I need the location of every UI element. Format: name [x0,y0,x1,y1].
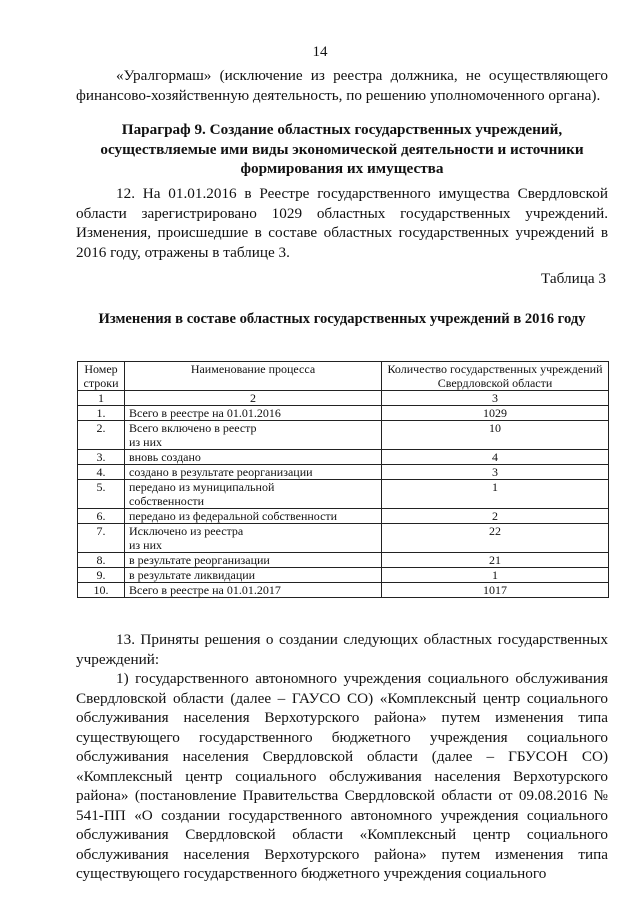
process-name-subtext: собственности [129,494,205,508]
process-name-subtext: из них [129,538,163,552]
table-row [78,568,609,583]
header-count: Количество государственных учреждений Свердловской области [382,362,609,391]
section-heading: Параграф 9. Создание областных государственных учреждений, осуществляемые ими виды экономической деятельности и источники формирования их имущества [100,121,584,177]
process-name [125,568,382,583]
process-name-text: передано из муниципальной [129,480,275,494]
table-label: Таблица 3 [541,270,606,287]
process-name-text: Всего в реестре на 01.01.2017 [129,583,281,597]
table-row [78,553,609,568]
row-number: 2. [78,421,125,450]
process-name-text: передано из федеральной собственности [129,509,338,523]
count-value: 1029 [382,406,609,421]
table-header-row [78,362,609,391]
process-name [125,421,382,450]
table-row [78,406,609,421]
row-number: 1. [78,406,125,421]
table-row [78,524,609,553]
table-row [78,450,609,465]
process-name [125,480,382,509]
row-number: 3. [78,450,125,465]
index-cell: 2 [125,391,382,406]
header-row-number: Номер строки [78,362,125,391]
table-row [78,480,609,509]
table-row [78,465,609,480]
count-value: 3 [382,465,609,480]
row-number: 6. [78,509,125,524]
count-value: 10 [382,421,609,450]
table-index-row [78,391,609,406]
table-body [78,406,609,598]
paragraph-12: 12. На 01.01.2016 в Реестре государственного имущества Свердловской области зарегистрировано 1029 областных государственных учреждений. Изменения, происшедшие в составе областных государственных учреждений в 2016 году, отражены в таблице 3. [76,185,608,261]
count-value: 21 [382,553,609,568]
table-title: Изменения в составе областных государственных учреждений в 2016 году [98,311,586,327]
page-number: 14 [312,44,328,60]
table-row [78,509,609,524]
row-number: 10. [78,583,125,598]
process-name [125,450,382,465]
count-value: 1 [382,568,609,583]
process-name [125,583,382,598]
top-paragraph [76,66,608,105]
process-name-text: Исключено из реестра [129,524,244,538]
process-name [125,465,382,480]
table-row [78,583,609,598]
process-name-text: в результате реорганизации [129,553,270,567]
paragraph-13: 13. Приняты решения о создании следующих областных государственных учреждений: [76,631,608,668]
row-number: 5. [78,480,125,509]
process-name [125,553,382,568]
header-process-name: Наименование процесса [125,362,382,391]
index-cell: 1 [78,391,125,406]
count-value: 4 [382,450,609,465]
changes-table [77,361,609,598]
row-number: 7. [78,524,125,553]
process-name-text: вновь создано [129,450,201,464]
count-value: 1017 [382,583,609,598]
count-value: 22 [382,524,609,553]
process-name-text: в результате ликвидации [129,568,256,582]
process-name [125,524,382,553]
table-row [78,421,609,450]
process-name [125,406,382,421]
row-number: 8. [78,553,125,568]
row-number: 4. [78,465,125,480]
top-paragraph-text: «Уралгормаш» (исключение из реестра должника, не осуществляющего финансово-хозяйственную деятельность, по решению уполномоченного органа). [76,67,608,104]
process-name-subtext: из них [129,435,163,449]
process-name-text: Всего включено в реестр [129,421,257,435]
process-name [125,509,382,524]
process-name-text: Всего в реестре на 01.01.2016 [129,406,281,420]
count-value: 2 [382,509,609,524]
row-number: 9. [78,568,125,583]
item-1-paragraph: 1) государственного автономного учреждения социального обслуживания Свердловской области (далее – ГАУСО СО) «Комплексный центр социального обслуживания населения Верхотурского района» путем изменения типа существующего государственного бюджетного учреждения социального обслуживания населения Свердловской области (далее – ГБУСОН СО) «Комплексный центр социального обслуживания населения Верхотурского района» (постановление Правительства Свердловской области от 09.08.2016 № 541-ПП «О создании государственного автономного учреждения социального обслуживания Свердловской области «Комплексный центр социального обслуживания населения Верхотурского района» путем изменения типа существующего государственного бюджетного учреждения социального [76,670,608,882]
count-value: 1 [382,480,609,509]
process-name-text: создано в результате реорганизации [129,465,313,479]
index-cell: 3 [382,391,609,406]
